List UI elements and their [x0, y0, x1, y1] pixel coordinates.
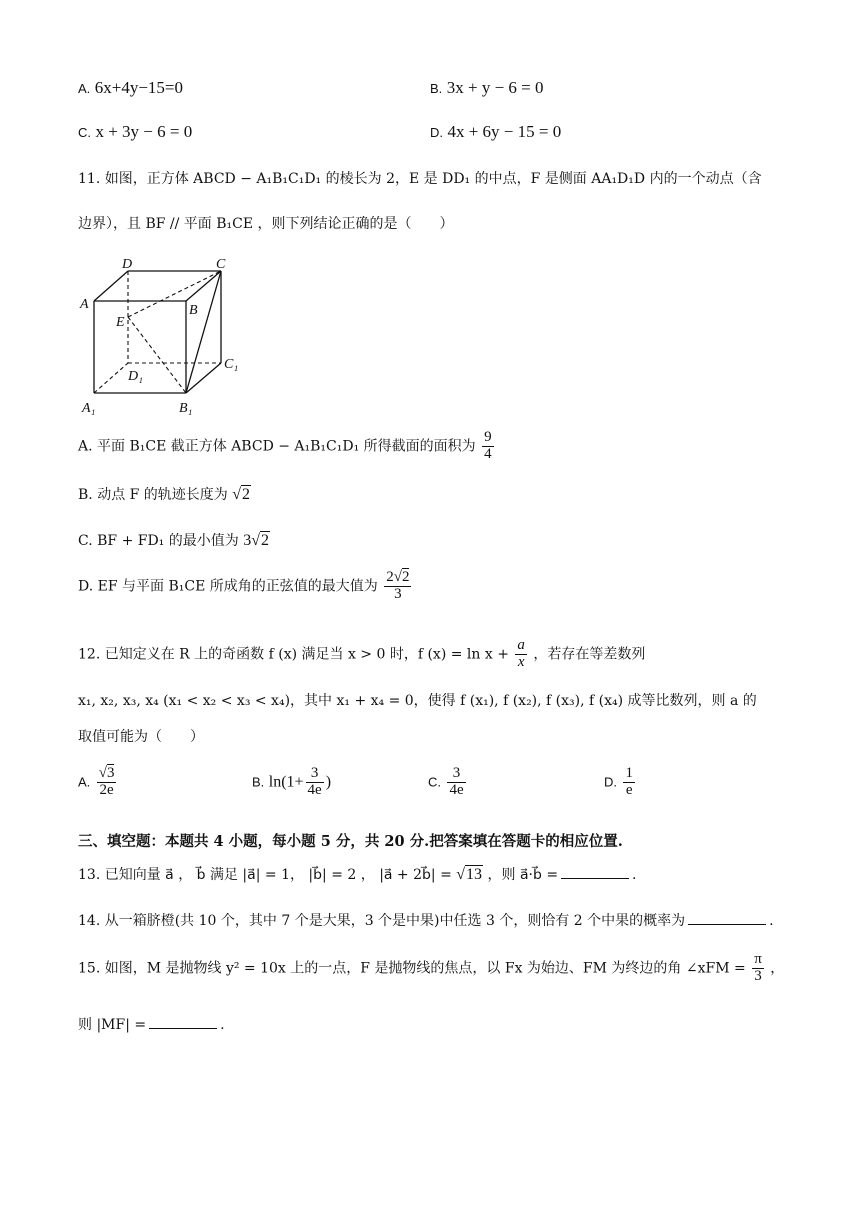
- q11-stem-line1: 11. 如图，正方体 ABCD − A₁B₁C₁D₁ 的棱长为 2，E 是 DD₁ 的中点，F 是侧面 AA₁D₁D 内的一个动点（含: [78, 171, 762, 187]
- q10-option-b-expr: 3x + y − 6 = 0: [446, 78, 544, 97]
- q11-option-d: D. EF 与平面 B₁CE 所成角的正弦值的最大值为 $\frac{2√2}{3}$: [78, 569, 410, 602]
- fraction: $\frac{3}{4e}$: [307, 765, 322, 798]
- q15-line2: 则 |MF| = .: [78, 1017, 225, 1033]
- vertex-label-e: E: [116, 315, 125, 330]
- q12-option-d: D. $\frac{1}{e}$: [604, 765, 633, 798]
- vertex-label-c: C: [216, 257, 226, 272]
- q10-option-b: B. 3x + y − 6 = 0: [430, 78, 544, 97]
- q11-option-b: B. 动点 F 的轨迹长度为 √2: [78, 486, 251, 503]
- answer-blank[interactable]: [561, 866, 629, 879]
- q11-option-c: C. BF + FD₁ 的最小值为 3√2: [78, 532, 269, 549]
- vertex-label-b: B: [189, 303, 198, 318]
- q10-option-d-expr: 4x + 6y − 15 = 0: [447, 122, 562, 141]
- sqrt: √2: [232, 486, 251, 503]
- answer-blank[interactable]: [149, 1016, 217, 1029]
- vertex-label-b1: B₁: [179, 401, 193, 416]
- vertex-label-a: A: [80, 297, 89, 312]
- q11-stem-line2: 边界），且 BF // 平面 B₁CE ，则下列结论正确的是（ ）: [78, 216, 454, 232]
- sqrt: 3√2: [243, 532, 269, 549]
- sqrt: √13: [456, 866, 483, 883]
- q13: 13. 已知向量 a⃗ ， b⃗ 满足 |a⃗| = 1， |b⃗| = 2 ， |a⃗ + 2b⃗| = √13 ，则 a⃗·b⃗ = .: [78, 866, 637, 883]
- cube-figure: [78, 252, 248, 422]
- vertex-label-a1: A₁: [82, 401, 96, 416]
- q10-option-c: C. x + 3y − 6 = 0: [78, 122, 193, 141]
- section-heading-fill-in: 三、填空题：本题共 4 小题，每小题 5 分，共 20 分.把答案填在答题卡的相应位置.: [78, 833, 623, 850]
- q12-stem-line3: 取值可能为（ ）: [78, 729, 204, 745]
- answer-blank[interactable]: [688, 912, 766, 925]
- q12-option-c: C. $\frac{3}{4e}$: [428, 765, 464, 798]
- q10-option-a-expr: 6x+4y−15=0: [94, 78, 184, 97]
- fraction: $\frac{√3}{2e}$: [98, 765, 115, 798]
- q15-line1: 15. 如图，M 是抛物线 y² = 10x 上的一点，F 是抛物线的焦点，以 Fx 为始边、FM 为终边的角 ∠xFM = $\frac{\pi}{3}$ ，: [78, 951, 785, 984]
- fraction: $\frac{3}{4e}$: [449, 765, 464, 798]
- q10-option-c-expr: x + 3y − 6 = 0: [95, 122, 193, 141]
- vertex-label-d1: D₁: [128, 369, 143, 384]
- vertex-label-c1: C₁: [224, 357, 239, 372]
- q10-option-d: D. 4x + 6y − 15 = 0: [430, 122, 562, 141]
- fraction: $\frac{1}{e}$: [625, 765, 633, 798]
- vertex-label-d: D: [122, 257, 133, 272]
- fraction: $\frac{9}{4}$: [484, 429, 492, 462]
- q12-option-a: A. $\frac{√3}{2e}$: [78, 765, 115, 798]
- fraction: $\frac{2√2}{3}$: [386, 569, 410, 602]
- q12-stem-line2: x₁, x₂, x₃, x₄ (x₁ < x₂ < x₃ < x₄)，其中 x₁ + x₄ = 0，使得 f (x₁), f (x₂), f (x₃), f (x₄) 成等比数列，则 a 的: [78, 693, 757, 709]
- q10-option-a: A. 6x+4y−15=0: [78, 78, 184, 97]
- q11-option-a: A. 平面 B₁CE 截正方体 ABCD − A₁B₁C₁D₁ 所得截面的面积为 $\frac{9}{4}$: [78, 429, 492, 462]
- fraction: $\frac{a}{x}$: [517, 637, 525, 670]
- q14: 14. 从一箱脐橙(共 10 个，其中 7 个是大果，3 个是中果)中任选 3 个，则恰有 2 个中果的概率为 .: [78, 913, 774, 929]
- q12-stem-line1: 12. 已知定义在 R 上的奇函数 f (x) 满足当 x > 0 时，f (x) = ln x + $\frac{a}{x}$ ，若存在等差数列: [78, 637, 646, 670]
- q12-option-b: B. ln(1+ $\frac{3}{4e}$ ): [252, 765, 332, 798]
- fraction: $\frac{\pi}{3}$: [754, 951, 762, 984]
